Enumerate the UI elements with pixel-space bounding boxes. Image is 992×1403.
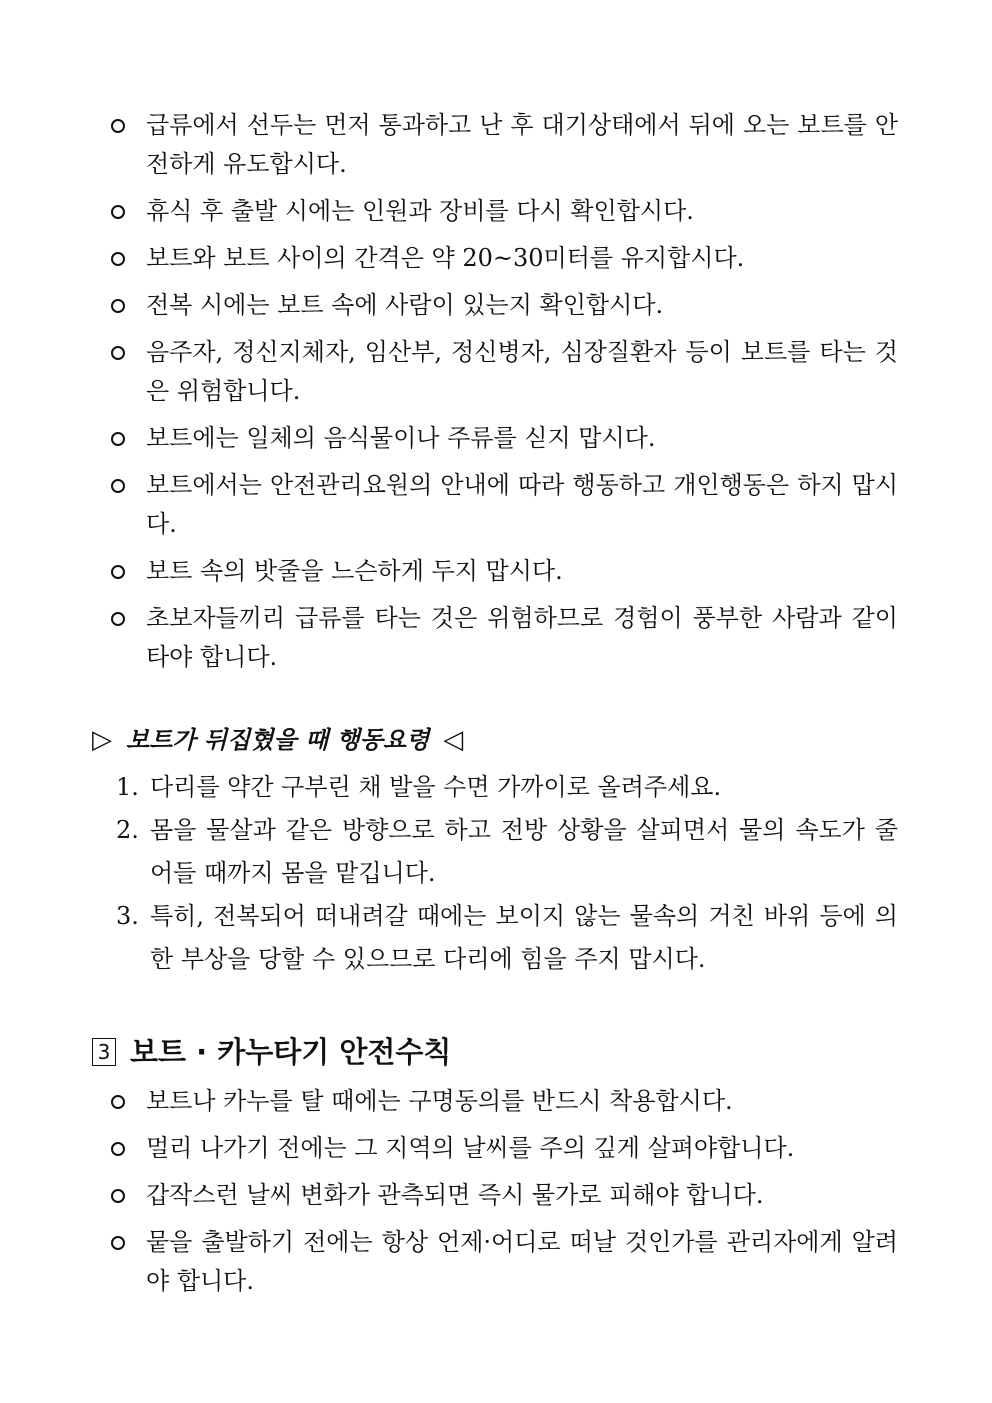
list-item: 보트와 보트 사이의 간격은 약 20~30미터를 유지합시다. [108, 239, 898, 278]
step-text: 몸을 물살과 같은 방향으로 하고 전방 상황을 살피면서 물의 속도가 줄어들 때까지 몸을 맡깁니다. [150, 816, 898, 887]
section-title: 보트 · 카누타기 안전수칙 [130, 1035, 452, 1069]
list-item: 갑작스런 날씨 변화가 관측되면 즉시 물가로 피해야 합니다. [108, 1176, 898, 1215]
list-item: 초보자들끼리 급류를 타는 것은 위험하므로 경험이 풍부한 사람과 같이 타야 합니다. [108, 599, 898, 677]
right-triangle-marker: ▷ [92, 725, 112, 755]
left-triangle-marker: ◁ [443, 725, 464, 755]
list-item: 전복 시에는 보트 속에 사람이 있는지 확인합시다. [108, 286, 898, 325]
list-item: 보트에는 일체의 음식물이나 주류를 싣지 맙시다. [108, 419, 898, 458]
list-item [116, 895, 898, 981]
capsize-subheading [92, 720, 463, 760]
list-item [116, 809, 898, 895]
section-number-box: 3 [92, 1038, 116, 1066]
boat-canoe-rules-list [108, 1082, 898, 1301]
step-number: 2. [116, 816, 139, 844]
capsize-title: 보트가 뒤집혔을 때 행동요령 [126, 726, 430, 754]
step-number: 3. [116, 902, 139, 930]
list-item: 보트에서는 안전관리요원의 안내에 따라 행동하고 개인행동은 하지 맙시다. [108, 466, 898, 544]
section-heading [92, 1030, 451, 1074]
capsize-steps-list [116, 766, 898, 981]
list-item: 휴식 후 출발 시에는 인원과 장비를 다시 확인합시다. [108, 192, 898, 231]
list-item: 멀리 나가기 전에는 그 지역의 날씨를 주의 깊게 살펴야합니다. [108, 1129, 898, 1168]
list-item [116, 766, 898, 809]
rafting-rules-list [108, 106, 898, 677]
list-item: 뭍을 출발하기 전에는 항상 언제·어디로 떠날 것인가를 관리자에게 알려야 합니다. [108, 1223, 898, 1301]
step-text: 다리를 약간 구부린 채 발을 수면 가까이로 올려주세요. [150, 773, 722, 801]
step-text: 특히, 전복되어 떠내려갈 때에는 보이지 않는 물속의 거친 바위 등에 의한 부상을 당할 수 있으므로 다리에 힘을 주지 맙시다. [150, 902, 898, 973]
list-item: 음주자, 정신지체자, 임산부, 정신병자, 심장질환자 등이 보트를 타는 것은 위험합니다. [108, 333, 898, 411]
list-item: 보트 속의 밧줄을 느슨하게 두지 맙시다. [108, 552, 898, 591]
step-number: 1. [116, 773, 139, 801]
list-item: 급류에서 선두는 먼저 통과하고 난 후 대기상태에서 뒤에 오는 보트를 안전하게 유도합시다. [108, 106, 898, 184]
list-item: 보트나 카누를 탈 때에는 구명동의를 반드시 착용합시다. [108, 1082, 898, 1121]
